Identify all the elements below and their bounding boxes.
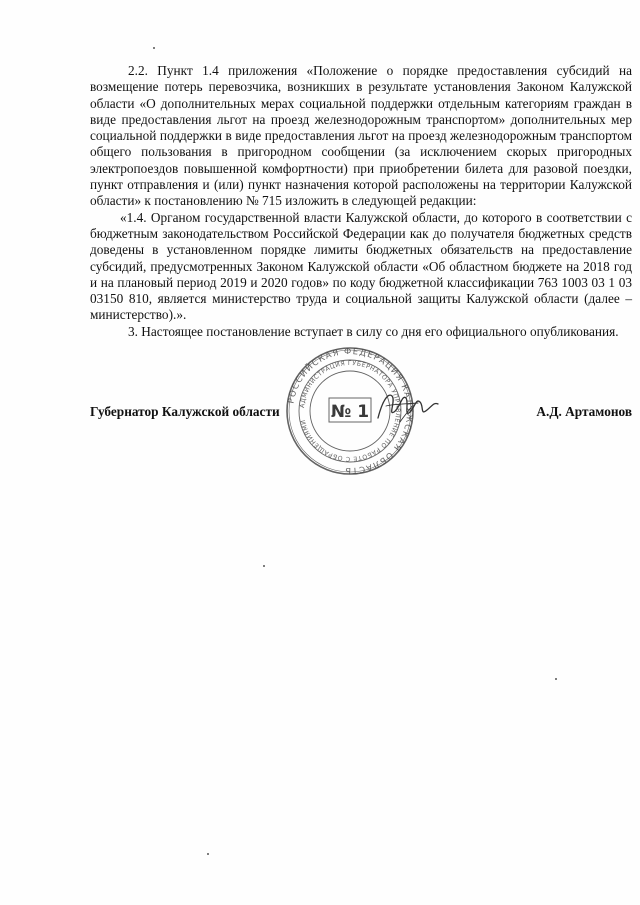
paragraph-3: 3. Настоящее постановление вступает в силу со дня его официального опубликования. [128, 323, 619, 339]
handwritten-signature [372, 382, 442, 432]
signatory-name: А.Д. Артамонов [536, 404, 632, 419]
paragraph-1-4-quote: «1.4. Органом государственной власти Калужской области, до которого в соответствии с бюджетным законодательством Российской Федерации как до получателя бюджетных средств доведены в установленном порядке лимиты бюджетных обязательств на предоставление субсидий, предусмотренных Законом Калужской области «Об областном бюджете на 2018 год и на плановый период 2019 и 2020 годов» по коду бюджетной классификации 763 1003 03 1 03 03150 810, является министерство труда и социальной защиты Калужской области (далее – министерство).». [90, 209, 632, 323]
stamp-inner-text: АДМИНИСТРАЦИЯ ГУБЕРНАТОРА УПРАВЛЕНИЕ ПО РАБОТЕ С ОБРАЩЕНИЯМИ [299, 359, 402, 463]
document-body [90, 63, 632, 340]
stamp-center-number: № 1 [330, 402, 370, 422]
scan-speck [153, 47, 155, 49]
scan-speck [263, 565, 265, 567]
scan-speck [207, 853, 209, 855]
scan-speck [555, 678, 557, 680]
paragraph-2-2: 2.2. Пункт 1.4 приложения «Положение о порядке предоставления субсидий на возмещение потерь перевозчика, возникших в результате установления Законом Калужской области «О дополнительных мерах социальной поддержки отдельным категориям граждан в виде предоставления льгот на проезд железнодорожным транспортом» дополнительных мер социальной поддержки в виде предоставления льгот на проезд железнодорожным транспортом общего пользования в пригородном сообщении (за исключением скорых пригородных электропоездов повышенной комфортности) при приобретении билета для разовой поездки, пункт отправления и (или) пункт назначения которой расположены на территории Калужской области» к постановлению № 715 изложить в следующей редакции: [90, 63, 632, 209]
signatory-title: Губернатор Калужской области [90, 404, 280, 419]
stamp-outer-text: РОССИЙСКАЯ ФЕДЕРАЦИЯ КАЛУЖСКАЯ ОБЛАСТЬ [285, 346, 415, 476]
